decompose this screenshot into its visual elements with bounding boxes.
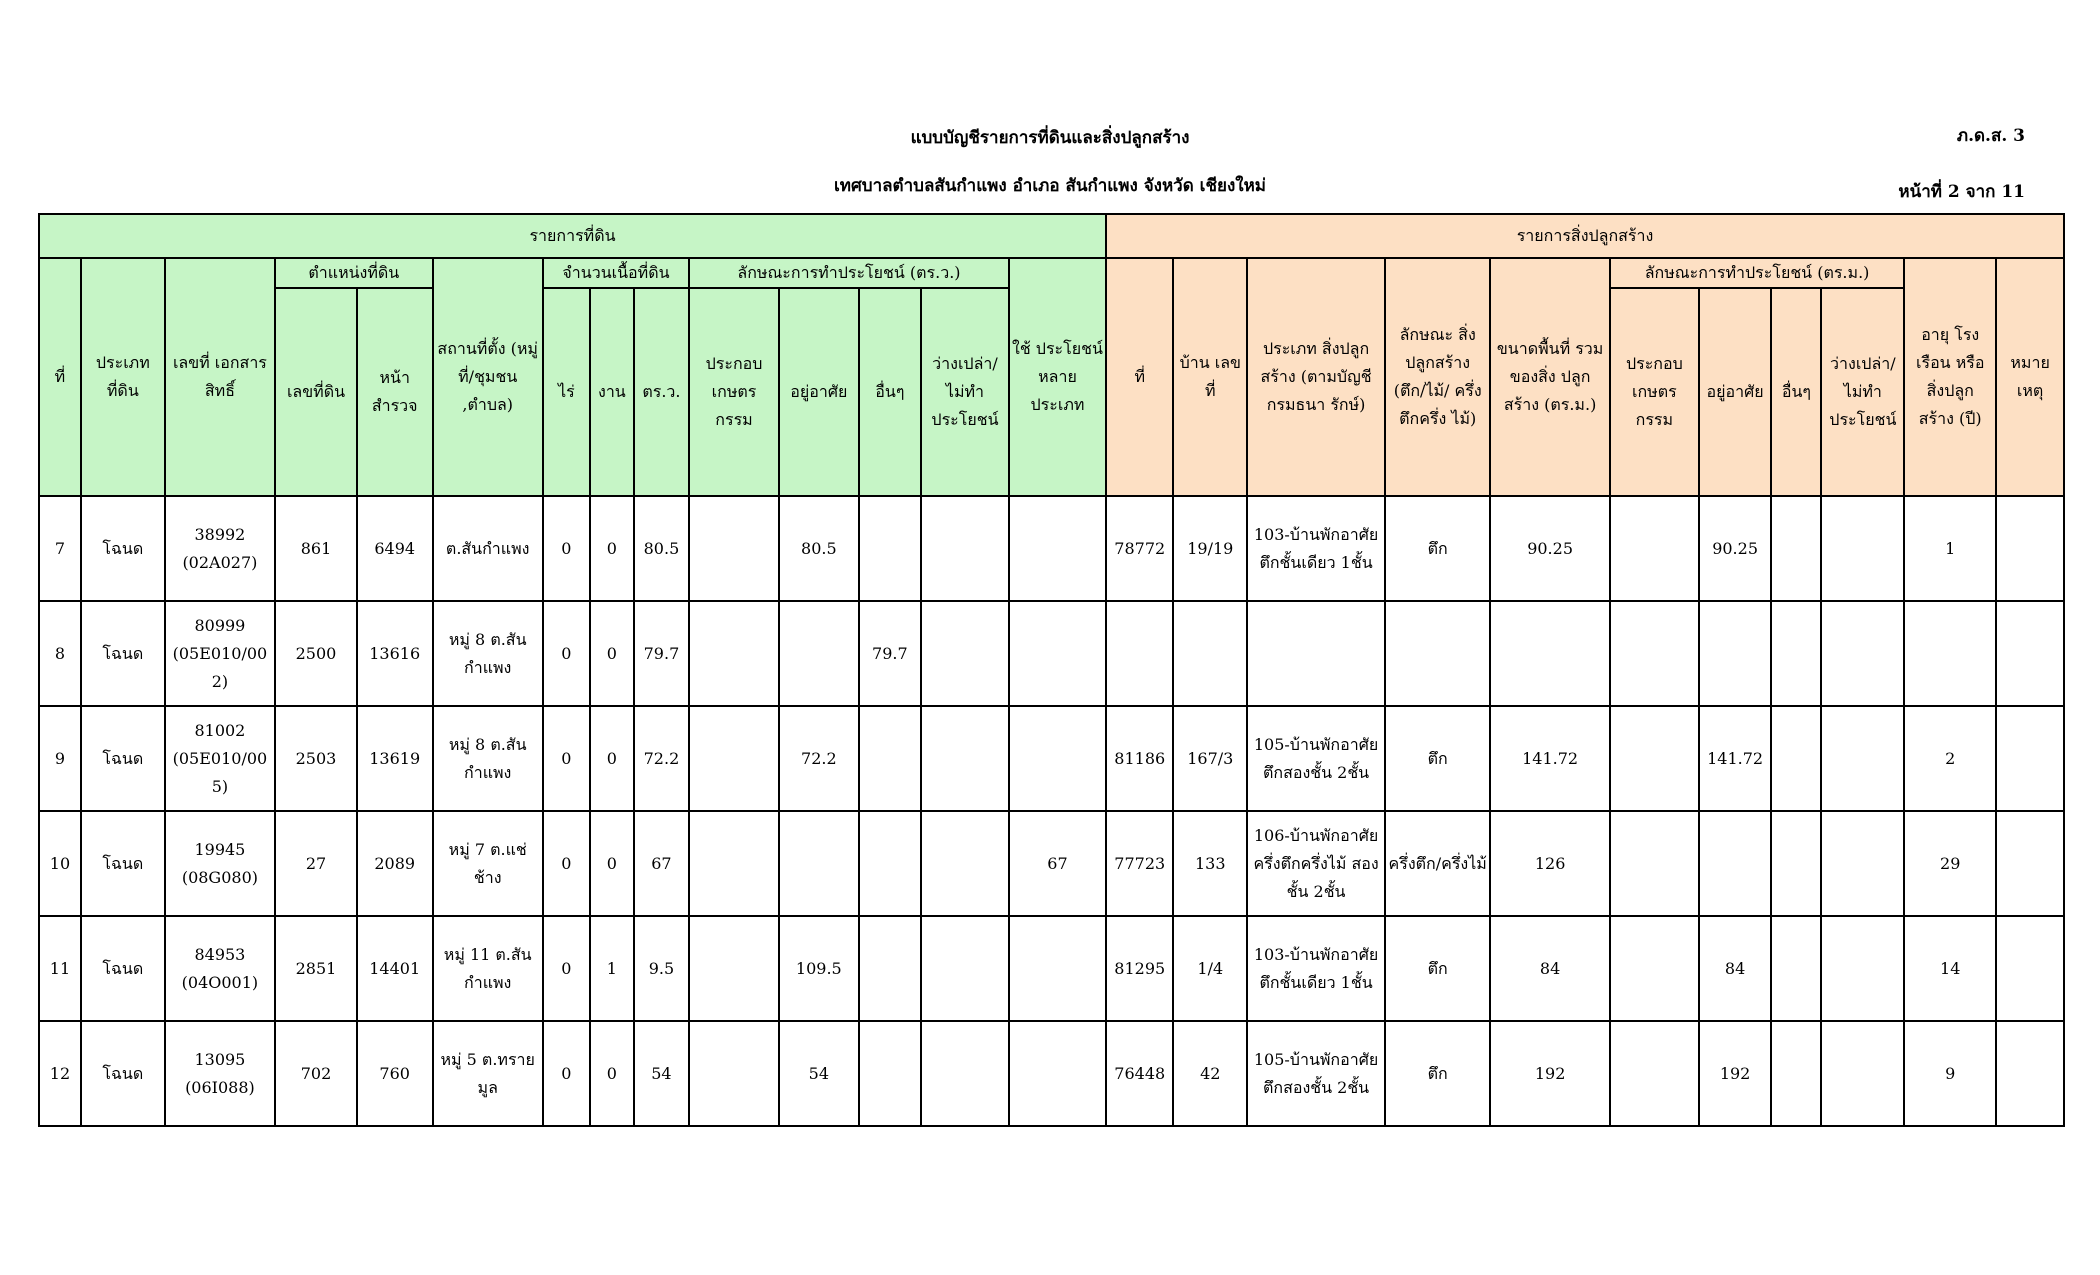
cell-doc-no: 19945 (08G080) [165, 811, 275, 916]
cell-b-resid: 141.72 [1699, 706, 1772, 811]
cell-location: หมู่ 8 ต.สัน กำแพง [433, 706, 543, 811]
cell-age [1904, 601, 1996, 706]
col-building-no: ที่ [1106, 258, 1173, 496]
cell-parcel-no: 861 [275, 496, 357, 601]
table-row [39, 601, 2064, 706]
cell-b-type [1247, 601, 1385, 706]
cell-remark [1996, 496, 2064, 601]
cell-b-vacant [1821, 1021, 1904, 1126]
cell-other [859, 706, 921, 811]
cell-multi [1009, 601, 1106, 706]
cell-land-type: โฉนด [81, 811, 165, 916]
cell-no: 10 [39, 811, 81, 916]
cell-remark [1996, 706, 2064, 811]
cell-b-no: 78772 [1106, 496, 1173, 601]
cell-b-kind: ตึก [1385, 496, 1490, 601]
table-row [39, 706, 2064, 811]
cell-location: หมู่ 5 ต.ทราย มูล [433, 1021, 543, 1126]
cell-parcel-no: 2503 [275, 706, 357, 811]
cell-b-type: 105-บ้านพักอาศัย ตึกสองชั้น 2ชั้น [1247, 706, 1385, 811]
cell-location: หมู่ 8 ต.สัน กำแพง [433, 601, 543, 706]
cell-vacant [921, 1021, 1009, 1126]
cell-house-no: 42 [1173, 1021, 1247, 1126]
cell-b-agri [1610, 496, 1699, 601]
col-building-area: ขนาดพื้นที่ รวม ของสิ่ง ปลูกสร้าง (ตร.ม.) [1490, 258, 1610, 496]
cell-resid: 54 [779, 1021, 859, 1126]
cell-rai: 0 [543, 916, 590, 1021]
cell-remark [1996, 1021, 2064, 1126]
col-building-resid: อยู่อาศัย [1699, 288, 1772, 496]
cell-b-kind: ตึก [1385, 916, 1490, 1021]
cell-house-no: 19/19 [1173, 496, 1247, 601]
cell-parcel-no: 2851 [275, 916, 357, 1021]
cell-b-area: 84 [1490, 916, 1610, 1021]
cell-b-vacant [1821, 496, 1904, 601]
cell-b-vacant [1821, 706, 1904, 811]
col-building-type: ประเภท สิ่งปลูกสร้าง (ตามบัญชี กรมธนา รักษ์) [1247, 258, 1385, 496]
document-subtitle: เทศบาลตำบลสันกำแพง อำเภอ สันกำแพง จังหวัด เชียงใหม่ [834, 176, 1266, 196]
col-age: อายุ โรงเรือน หรือ สิ่งปลูก สร้าง (ปี) [1904, 258, 1996, 496]
cell-b-type: 106-บ้านพักอาศัย ครึ่งตึกครึ่งไม้ สองชั้น 2ชั้น [1247, 811, 1385, 916]
cell-b-resid [1699, 811, 1772, 916]
cell-resid: 72.2 [779, 706, 859, 811]
cell-ngan: 0 [590, 706, 634, 811]
col-building-kind: ลักษณะ สิ่ง ปลูกสร้าง (ตึก/ไม้/ ครึ่งตึกครึ่ง ไม้) [1385, 258, 1490, 496]
cell-survey-page: 13619 [357, 706, 433, 811]
group-land-position: ตำแหน่งที่ดิน [275, 258, 432, 288]
cell-land-type: โฉนด [81, 601, 165, 706]
page-number: หน้าที่ 2 จาก 11 [1898, 182, 2025, 202]
cell-no: 12 [39, 1021, 81, 1126]
cell-b-kind [1385, 601, 1490, 706]
cell-multi [1009, 916, 1106, 1021]
cell-multi [1009, 706, 1106, 811]
col-parcel-no: เลขที่ดิน [275, 288, 357, 496]
cell-b-type: 103-บ้านพักอาศัย ตึกชั้นเดียว 1ชั้น [1247, 496, 1385, 601]
cell-land-type: โฉนด [81, 706, 165, 811]
cell-location: หมู่ 7 ต.แช่ช้าง [433, 811, 543, 916]
cell-multi: 67 [1009, 811, 1106, 916]
col-land-type: ประเภท ที่ดิน [81, 258, 165, 496]
cell-remark [1996, 601, 2064, 706]
cell-b-agri [1610, 601, 1699, 706]
cell-survey-page: 14401 [357, 916, 433, 1021]
cell-remark [1996, 916, 2064, 1021]
cell-survey-page: 760 [357, 1021, 433, 1126]
cell-b-type: 105-บ้านพักอาศัย ตึกสองชั้น 2ชั้น [1247, 1021, 1385, 1126]
cell-b-no [1106, 601, 1173, 706]
cell-ngan: 0 [590, 496, 634, 601]
cell-b-other [1771, 496, 1821, 601]
cell-no: 11 [39, 916, 81, 1021]
cell-doc-no: 38992 (02A027) [165, 496, 275, 601]
cell-b-agri [1610, 1021, 1699, 1126]
cell-rai: 0 [543, 1021, 590, 1126]
cell-wa: 72.2 [634, 706, 689, 811]
cell-agri [689, 706, 779, 811]
cell-vacant [921, 811, 1009, 916]
cell-doc-no: 13095 (06I088) [165, 1021, 275, 1126]
table-row [39, 916, 2064, 1021]
cell-b-agri [1610, 916, 1699, 1021]
col-building-other: อื่นๆ [1771, 288, 1821, 496]
cell-doc-no: 81002 (05E010/005) [165, 706, 275, 811]
cell-land-type: โฉนด [81, 1021, 165, 1126]
col-house-no: บ้าน เลขที่ [1173, 258, 1247, 496]
cell-other [859, 916, 921, 1021]
cell-rai: 0 [543, 811, 590, 916]
cell-other [859, 811, 921, 916]
cell-other [859, 1021, 921, 1126]
group-land-area: จำนวนเนื้อที่ดิน [543, 258, 689, 288]
cell-b-other [1771, 811, 1821, 916]
cell-b-no: 81186 [1106, 706, 1173, 811]
col-vacant: ว่างเปล่า/ ไม่ทำ ประโยชน์ [921, 288, 1009, 496]
cell-b-resid [1699, 601, 1772, 706]
cell-vacant [921, 496, 1009, 601]
col-agri: ประกอบ เกษตร กรรม [689, 288, 779, 496]
cell-rai: 0 [543, 706, 590, 811]
cell-agri [689, 496, 779, 601]
cell-wa: 54 [634, 1021, 689, 1126]
cell-multi [1009, 496, 1106, 601]
cell-location: ต.สันกำแพง [433, 496, 543, 601]
cell-parcel-no: 27 [275, 811, 357, 916]
cell-b-area: 192 [1490, 1021, 1610, 1126]
cell-age: 14 [1904, 916, 1996, 1021]
cell-wa: 79.7 [634, 601, 689, 706]
cell-survey-page: 13616 [357, 601, 433, 706]
cell-b-other [1771, 706, 1821, 811]
cell-b-area: 126 [1490, 811, 1610, 916]
cell-ngan: 1 [590, 916, 634, 1021]
col-resid: อยู่อาศัย [779, 288, 859, 496]
cell-b-no: 81295 [1106, 916, 1173, 1021]
col-multi-use: ใช้ ประโยชน์ หลาย ประเภท [1009, 258, 1106, 496]
cell-vacant [921, 916, 1009, 1021]
cell-doc-no: 84953 (04O001) [165, 916, 275, 1021]
cell-agri [689, 916, 779, 1021]
form-code: ภ.ด.ส. 3 [1956, 126, 2025, 146]
cell-age: 29 [1904, 811, 1996, 916]
cell-no: 8 [39, 601, 81, 706]
cell-b-no: 76448 [1106, 1021, 1173, 1126]
cell-b-kind: ตึก [1385, 706, 1490, 811]
col-location: สถานที่ตั้ง (หมู่ที่/ชุมชน ,ตำบล) [433, 258, 543, 496]
col-rai: ไร่ [543, 288, 590, 496]
cell-land-type: โฉนด [81, 496, 165, 601]
cell-house-no: 1/4 [1173, 916, 1247, 1021]
col-doc-no: เลขที่ เอกสาร สิทธิ์ [165, 258, 275, 496]
cell-rai: 0 [543, 496, 590, 601]
cell-multi [1009, 1021, 1106, 1126]
cell-ngan: 0 [590, 601, 634, 706]
cell-b-area: 90.25 [1490, 496, 1610, 601]
cell-parcel-no: 702 [275, 1021, 357, 1126]
cell-vacant [921, 706, 1009, 811]
cell-other: 79.7 [859, 601, 921, 706]
cell-house-no: 167/3 [1173, 706, 1247, 811]
cell-no: 7 [39, 496, 81, 601]
col-other: อื่นๆ [859, 288, 921, 496]
cell-b-area [1490, 601, 1610, 706]
cell-resid: 109.5 [779, 916, 859, 1021]
cell-house-no [1173, 601, 1247, 706]
col-building-agri: ประกอบ เกษตร กรรม [1610, 288, 1699, 496]
cell-ngan: 0 [590, 811, 634, 916]
cell-b-kind: ตึก [1385, 1021, 1490, 1126]
table-row [39, 1021, 2064, 1126]
cell-b-vacant [1821, 811, 1904, 916]
document-title: แบบบัญชีรายการที่ดินและสิ่งปลูกสร้าง [910, 128, 1190, 148]
building-section-header: รายการสิ่งปลูกสร้าง [1106, 214, 2064, 258]
land-section-header: รายการที่ดิน [39, 214, 1106, 258]
cell-age: 2 [1904, 706, 1996, 811]
cell-parcel-no: 2500 [275, 601, 357, 706]
cell-b-vacant [1821, 916, 1904, 1021]
group-land-use: ลักษณะการทำประโยชน์ (ตร.ว.) [689, 258, 1009, 288]
cell-b-vacant [1821, 601, 1904, 706]
cell-survey-page: 6494 [357, 496, 433, 601]
cell-wa: 80.5 [634, 496, 689, 601]
group-building-use: ลักษณะการทำประโยชน์ (ตร.ม.) [1610, 258, 1904, 288]
col-sq-wa: ตร.ว. [634, 288, 689, 496]
cell-agri [689, 811, 779, 916]
cell-b-other [1771, 601, 1821, 706]
cell-wa: 9.5 [634, 916, 689, 1021]
cell-house-no: 133 [1173, 811, 1247, 916]
cell-location: หมู่ 11 ต.สัน กำแพง [433, 916, 543, 1021]
cell-b-agri [1610, 706, 1699, 811]
cell-b-area: 141.72 [1490, 706, 1610, 811]
cell-b-no: 77723 [1106, 811, 1173, 916]
cell-other [859, 496, 921, 601]
cell-wa: 67 [634, 811, 689, 916]
land-building-register-table [38, 213, 2065, 1127]
cell-ngan: 0 [590, 1021, 634, 1126]
cell-b-other [1771, 1021, 1821, 1126]
col-survey-page: หน้า สำรวจ [357, 288, 433, 496]
cell-land-type: โฉนด [81, 916, 165, 1021]
cell-b-other [1771, 916, 1821, 1021]
cell-age: 1 [1904, 496, 1996, 601]
col-ngan: งาน [590, 288, 634, 496]
cell-doc-no: 80999 (05E010/002) [165, 601, 275, 706]
cell-b-resid: 90.25 [1699, 496, 1772, 601]
cell-rai: 0 [543, 601, 590, 706]
cell-age: 9 [1904, 1021, 1996, 1126]
col-remark: หมาย เหตุ [1996, 258, 2064, 496]
table-row [39, 496, 2064, 601]
cell-resid: 80.5 [779, 496, 859, 601]
cell-b-type: 103-บ้านพักอาศัย ตึกชั้นเดียว 1ชั้น [1247, 916, 1385, 1021]
cell-b-resid: 192 [1699, 1021, 1772, 1126]
cell-b-resid: 84 [1699, 916, 1772, 1021]
cell-b-kind: ครึ่งตึก/ครึ่งไม้ [1385, 811, 1490, 916]
table-row [39, 811, 2064, 916]
cell-agri [689, 1021, 779, 1126]
cell-b-agri [1610, 811, 1699, 916]
cell-resid [779, 601, 859, 706]
cell-vacant [921, 601, 1009, 706]
cell-resid [779, 811, 859, 916]
col-no: ที่ [39, 258, 81, 496]
cell-no: 9 [39, 706, 81, 811]
cell-remark [1996, 811, 2064, 916]
cell-agri [689, 601, 779, 706]
cell-survey-page: 2089 [357, 811, 433, 916]
col-building-vacant: ว่างเปล่า/ ไม่ทำ ประโยชน์ [1821, 288, 1904, 496]
